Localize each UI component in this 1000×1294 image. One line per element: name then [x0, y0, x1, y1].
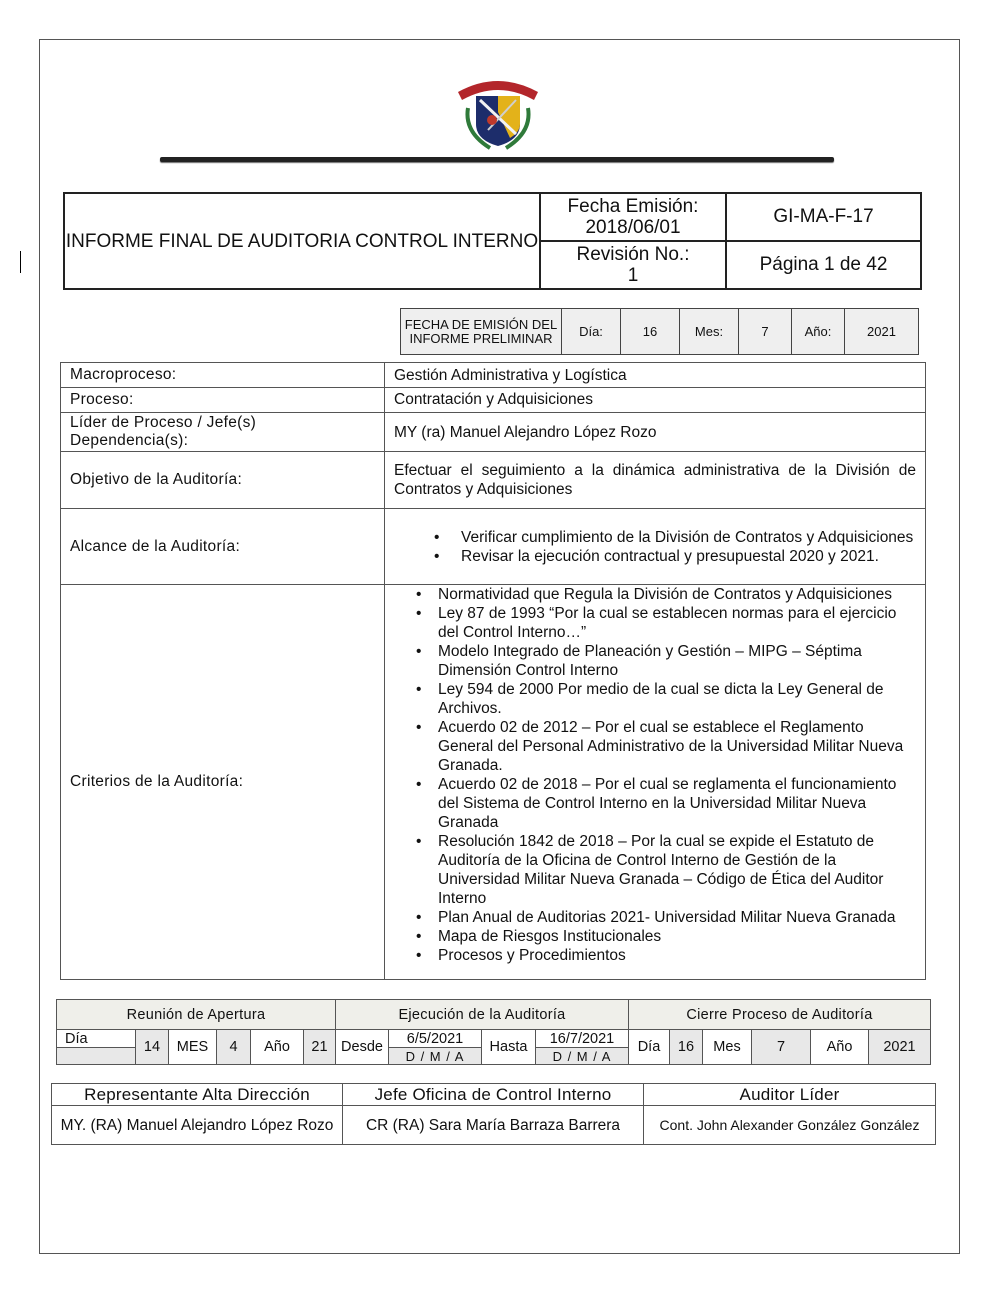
process-leader-value: MY (ra) Manuel Alejandro López Rozo: [385, 413, 926, 452]
audit-execution-title: Ejecución de la Auditoría: [336, 1000, 629, 1030]
closing-year-label: Año: [811, 1030, 869, 1065]
objective-label: Objetivo de la Auditoría:: [61, 452, 385, 509]
criteria-label: Criterios de la Auditoría:: [61, 585, 385, 980]
to-label: Hasta: [482, 1030, 536, 1065]
year-value: 2021: [845, 309, 919, 355]
list-item: • Resolución 1842 de 2018 – Por la cual se expide el Estatuto de Auditoría de la Oficina de Control Interno de Gestión de la Universidad Militar Nueva Granada – Código de Ética del Auditor Interno: [394, 832, 916, 908]
audit-closing-title: Cierre Proceso de Auditoría: [629, 1000, 931, 1030]
day-label: Día:: [562, 309, 621, 355]
macroprocess-value: Gestión Administrativa y Logística: [385, 363, 926, 388]
issue-date-value: 2018/06/01: [585, 217, 681, 238]
opening-day-blank: [57, 1048, 136, 1065]
issue-date-cell: [540, 193, 726, 241]
list-item: • Modelo Integrado de Planeación y Gestión – MIPG – Séptima Dimensión Control Interno: [394, 642, 916, 680]
document-code: GI-MA-F-17: [726, 193, 921, 241]
opening-month-label: MES: [169, 1030, 217, 1065]
closing-day-value: 16: [670, 1030, 703, 1065]
header-rule: [160, 157, 834, 162]
text-cursor: [20, 251, 21, 273]
criteria-list: [394, 585, 916, 965]
to-date-format: D / M / A: [536, 1048, 629, 1065]
list-item: • Acuerdo 02 de 2012 – Por el cual se establece el Reglamento General del Personal Administrativo de la Universidad Militar Nueva Granada.: [394, 718, 916, 775]
issue-date-label: Fecha Emisión:: [567, 196, 699, 217]
list-item: • Acuerdo 02 de 2018 – Por el cual se reglamenta el funcionamiento del Sistema de Control Interno en la Universidad Militar Nueva Granada: [394, 775, 916, 832]
scope-list: [394, 528, 916, 566]
month-label: Mes:: [680, 309, 739, 355]
opening-day-label: Día: [57, 1030, 136, 1048]
scope-label: Alcance de la Auditoría:: [61, 509, 385, 585]
revision-value: 1: [627, 265, 639, 286]
list-item: • Plan Anual de Auditorias 2021- Universidad Militar Nueva Granada: [394, 908, 916, 927]
macroprocess-label: Macroproceso:: [61, 363, 385, 388]
signatures-table: [51, 1083, 936, 1145]
list-item: • Revisar la ejecución contractual y presupuestal 2020 y 2021.: [394, 547, 916, 566]
university-crest-logo: [450, 72, 546, 154]
document-title: INFORME FINAL DE AUDITORIA CONTROL INTERNO: [64, 193, 540, 289]
scope-value: [385, 509, 926, 585]
closing-month-label: Mes: [703, 1030, 752, 1065]
list-item: • Mapa de Riesgos Institucionales: [394, 927, 916, 946]
opening-year-value: 21: [304, 1030, 336, 1065]
from-date-format: D / M / A: [389, 1048, 482, 1065]
list-item: • Ley 594 de 2000 Por medio de la cual se dicta la Ley General de Archivos.: [394, 680, 916, 718]
opening-meeting-title: Reunión de Apertura: [57, 1000, 336, 1030]
criteria-value: [385, 585, 926, 980]
from-label: Desde: [336, 1030, 389, 1065]
revision-label: Revisión No.:: [576, 244, 690, 265]
month-value: 7: [739, 309, 792, 355]
audit-info-table: [60, 362, 926, 980]
lead-auditor-name: Cont. John Alexander González González: [644, 1106, 936, 1145]
list-item: • Procesos y Procedimientos: [394, 946, 916, 965]
day-value: 16: [621, 309, 680, 355]
page-number: Página 1 de 42: [726, 241, 921, 289]
process-label: Proceso:: [61, 388, 385, 413]
opening-month-value: 4: [217, 1030, 251, 1065]
preliminary-date-label: FECHA DE EMISIÓN DEL INFORME PRELIMINAR: [401, 309, 562, 355]
closing-year-value: 2021: [869, 1030, 931, 1065]
process-leader-label: Líder de Proceso / Jefe(s) Dependencia(s):: [61, 413, 385, 452]
audit-dates-table: [56, 999, 931, 1065]
lead-auditor-title: Auditor Líder: [644, 1084, 936, 1106]
control-office-head-title: Jefe Oficina de Control Interno: [343, 1084, 644, 1106]
opening-year-label: Año: [251, 1030, 304, 1065]
year-label: Año:: [792, 309, 845, 355]
document-header-table: [63, 192, 922, 290]
process-value: Contratación y Adquisiciones: [385, 388, 926, 413]
list-item: • Normatividad que Regula la División de Contratos y Adquisiciones: [394, 585, 916, 604]
preliminary-date-table: [400, 308, 919, 355]
from-date: 6/5/2021: [389, 1030, 482, 1048]
list-item: • Ley 87 de 1993 “Por la cual se establecen normas para el ejercicio del Control Interno…”: [394, 604, 916, 642]
control-office-head-name: CR (RA) Sara María Barraza Barrera: [343, 1106, 644, 1145]
objective-value: Efectuar el seguimiento a la dinámica administrativa de la División de Contratos y Adquisiciones: [385, 452, 926, 509]
management-representative-name: MY. (RA) Manuel Alejandro López Rozo: [52, 1106, 343, 1145]
list-item: • Verificar cumplimiento de la División de Contratos y Adquisiciones: [394, 528, 916, 547]
closing-day-label: Día: [629, 1030, 670, 1065]
opening-day-value: 14: [136, 1030, 169, 1065]
to-date: 16/7/2021: [536, 1030, 629, 1048]
revision-cell: [540, 241, 726, 289]
management-representative-title: Representante Alta Dirección: [52, 1084, 343, 1106]
closing-month-value: 7: [752, 1030, 811, 1065]
